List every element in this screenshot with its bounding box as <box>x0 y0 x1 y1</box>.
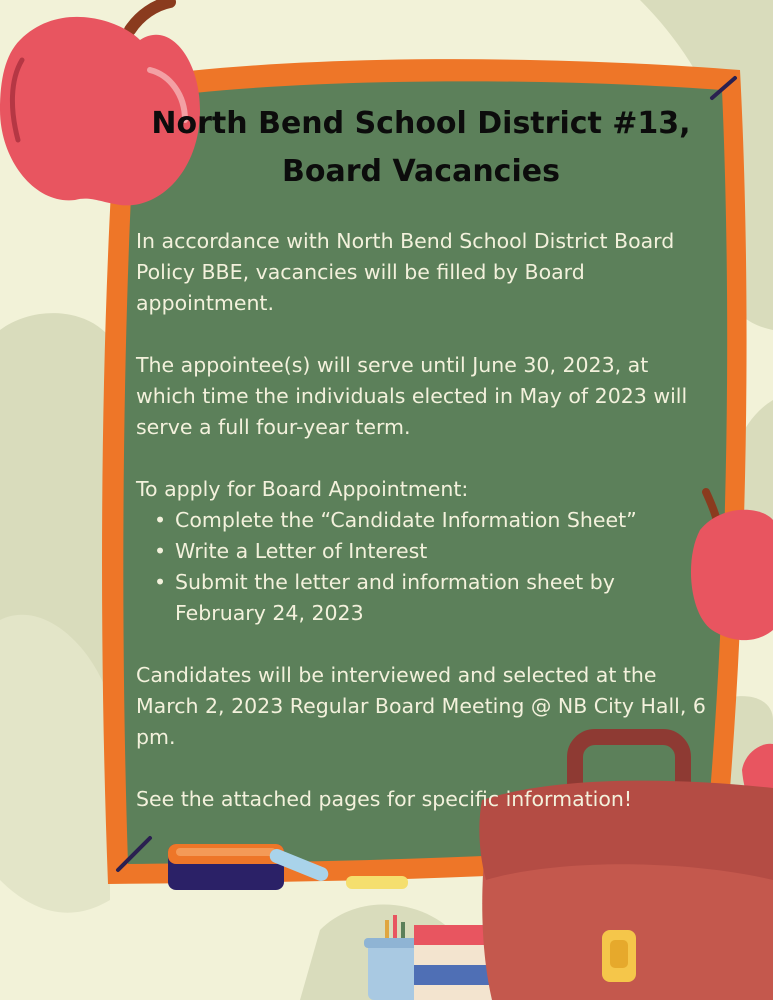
bullet-icon: • <box>154 570 167 594</box>
closing-note: See the attached pages for specific information! <box>136 787 633 811</box>
title-line-2: Board Vacancies <box>282 154 560 189</box>
apply-steps-list <box>136 505 706 629</box>
list-item: • Submit the letter and information sheet by February 24, 2023 <box>154 567 706 629</box>
title-line-1: North Bend School District #13, <box>151 106 691 141</box>
term-paragraph: The appointee(s) will serve until June 30, 2023, at which time the individuals elected in May of 2023 will serve a full four-year term. <box>136 353 688 439</box>
list-item: • Write a Letter of Interest <box>154 536 706 567</box>
chalkboard-content <box>136 100 706 815</box>
page-title <box>136 100 706 196</box>
bullet-icon: • <box>154 508 167 532</box>
list-item: • Complete the “Candidate Information Sheet” <box>154 505 706 536</box>
bullet-icon: • <box>154 539 167 563</box>
interview-paragraph: Candidates will be interviewed and selected at the March 2, 2023 Regular Board Meeting @ NB City Hall, 6 pm. <box>136 663 706 749</box>
policy-paragraph: In accordance with North Bend School District Board Policy BBE, vacancies will be filled by Board appointment. <box>136 229 675 315</box>
eraser-icon <box>168 844 284 890</box>
apply-heading: To apply for Board Appointment: <box>136 477 469 501</box>
